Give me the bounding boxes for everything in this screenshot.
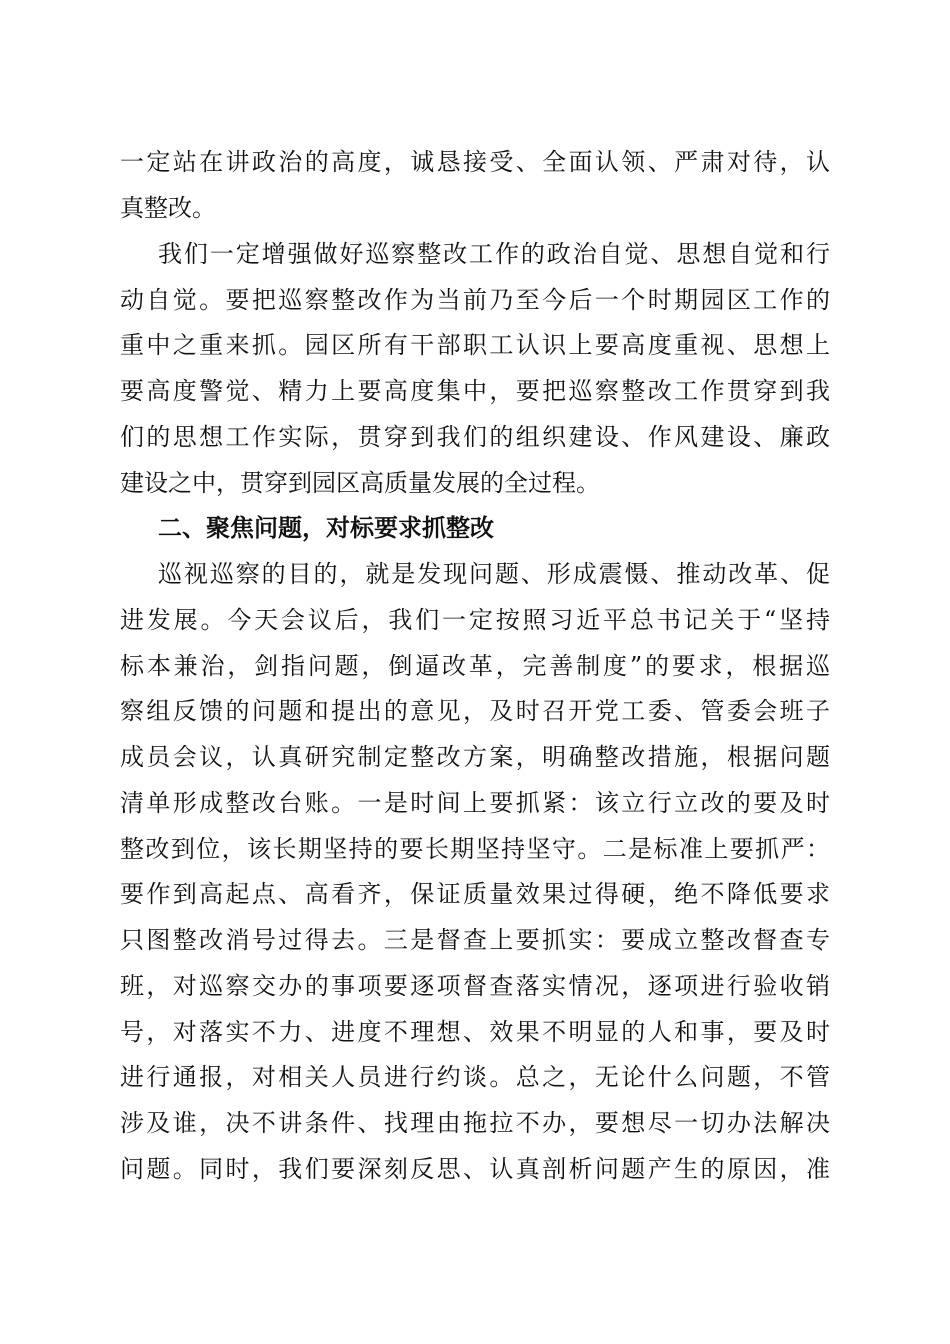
text-line: 一定站在讲政治的高度，诚恳接受、全面认领、严肃对待，认: [120, 148, 830, 176]
text-line: 察组反馈的问题和提出的意见，及时召开党工委、管委会班子: [120, 697, 830, 725]
text-line: 进行通报，对相关人员进行约谈。总之，无论什么问题，不管: [120, 1063, 830, 1091]
text-line: 成员会议，认真研究制定整改方案，明确整改措施，根据问题: [120, 743, 830, 771]
text-line: 要作到高起点、高看齐，保证质量效果过得硬，绝不降低要求: [120, 880, 830, 908]
text-line: 号，对落实不力、进度不理想、效果不明显的人和事，要及时: [120, 1018, 830, 1046]
text-line: 巡视巡察的目的，就是发现问题、形成震慑、推动改革、促: [158, 560, 830, 588]
text-line: 涉及谁，决不讲条件、找理由拖拉不办，要想尽一切办法解决: [120, 1109, 830, 1137]
text-line: 重中之重来抓。园区所有干部职工认识上要高度重视、思想上: [120, 331, 830, 359]
text-line: 清单形成整改台账。一是时间上要抓紧：该立行立改的要及时: [120, 789, 830, 817]
text-line: 真整改。: [120, 194, 216, 222]
text-line: 要高度警觉、精力上要高度集中，要把巡察整改工作贯穿到我: [120, 377, 830, 405]
text-line: 们的思想工作实际，贯穿到我们的组织建设、作风建设、廉政: [120, 423, 830, 451]
text-line: 只图整改消号过得去。三是督查上要抓实：要成立整改督查专: [120, 926, 830, 954]
text-line: 问题。同时，我们要深刻反思、认真剖析问题产生的原因，准: [120, 1155, 830, 1183]
text-line: 进发展。今天会议后，我们一定按照习近平总书记关于“坚持: [120, 606, 830, 634]
text-line: 标本兼治，剑指问题，倒逼改革，完善制度”的要求，根据巡: [120, 652, 830, 680]
text-line: 班，对巡察交办的事项要逐项督查落实情况，逐项进行验收销: [120, 972, 830, 1000]
text-line: 建设之中，贯穿到园区高质量发展的全过程。: [120, 469, 600, 497]
text-line: 动自觉。要把巡察整改作为当前乃至今后一个时期园区工作的: [120, 286, 830, 314]
text-line: 整改到位，该长期坚持的要长期坚持坚守。二是标准上要抓严：: [120, 835, 830, 863]
text-line: 我们一定增强做好巡察整改工作的政治自觉、思想自觉和行: [158, 240, 830, 268]
section-heading: 二、聚焦问题，对标要求抓整改: [158, 514, 494, 542]
